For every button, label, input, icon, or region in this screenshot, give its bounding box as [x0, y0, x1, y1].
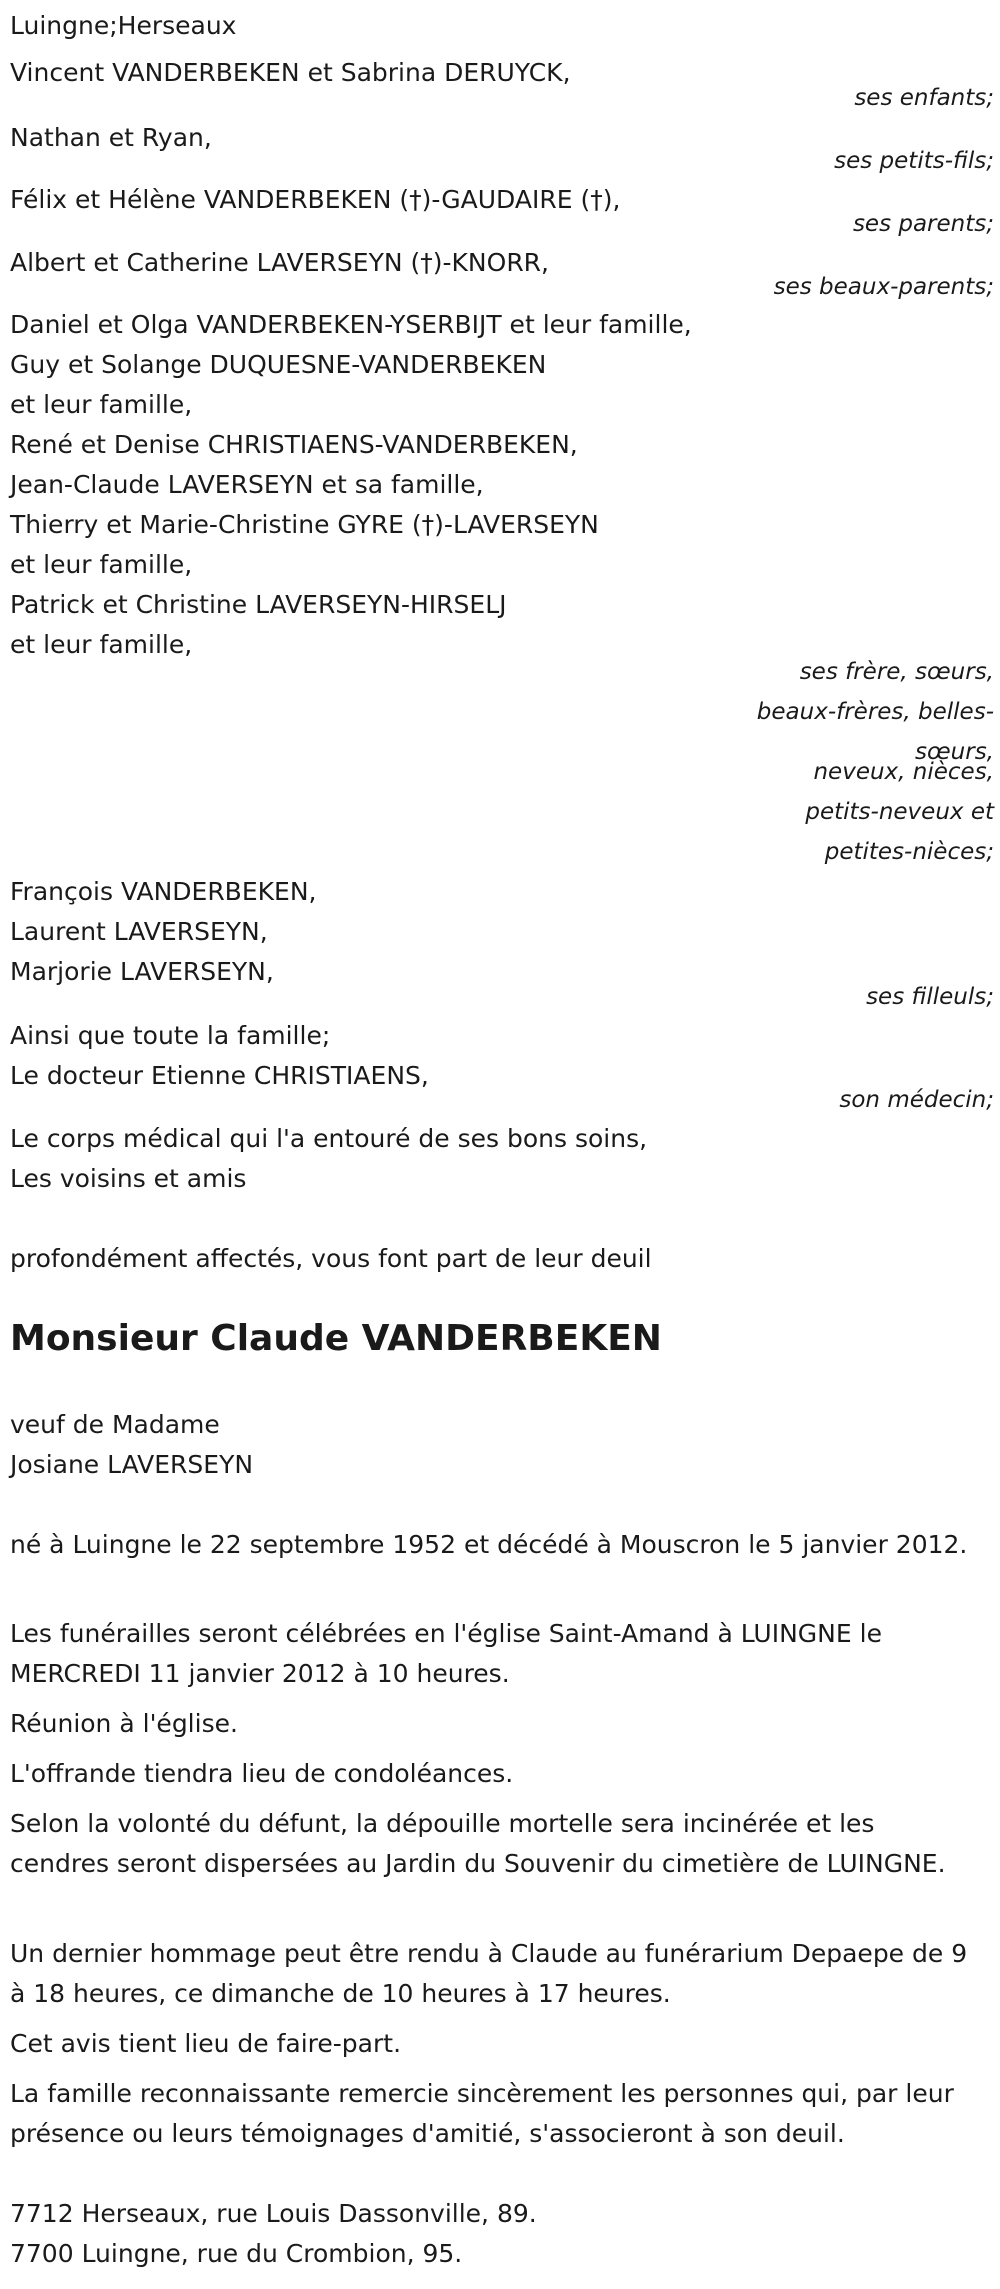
header-location: Luingne;Herseaux [10, 11, 237, 40]
sibling-line: Daniel et Olga VANDERBEKEN-YSERBIJT et leur famille, [10, 310, 692, 339]
widower-line: Josiane LAVERSEYN [10, 1450, 254, 1479]
grandchildren-role: ses petits-fils; [834, 148, 994, 174]
parents-role: ses parents; [852, 211, 994, 237]
children-line: Vincent VANDERBEKEN et Sabrina DERUYCK, [10, 58, 571, 87]
siblings-role-line: beaux-frères, belles- [756, 699, 994, 725]
doctor-line: Le docteur Etienne CHRISTIAENS, [10, 1061, 429, 1090]
sibling-line: René et Denise CHRISTIAENS-VANDERBEKEN, [10, 430, 578, 459]
tribute-paragraph: Un dernier hommage peut être rendu à Claude au funérarium Depaepe de 9 à 18 heures, ce dimanche de 10 heures à 17 heures. [10, 1939, 968, 2008]
birth-death-paragraph: né à Luingne le 22 septembre 1952 et décédé à Mouscron le 5 janvier 2012. [10, 1530, 968, 1559]
parents-in-law-role: ses beaux-parents; [773, 274, 994, 300]
deceased-name: Monsieur Claude VANDERBEKEN [10, 1318, 662, 1359]
godchild-line: François VANDERBEKEN, [10, 877, 317, 906]
address-line: 7712 Herseaux, rue Louis Dassonville, 89. [10, 2199, 537, 2228]
parents-in-law-line: Albert et Catherine LAVERSEYN (†)-KNORR, [10, 248, 550, 277]
godchild-line: Laurent LAVERSEYN, [10, 917, 268, 946]
siblings-role-line: ses frère, sœurs, [799, 659, 994, 685]
godchild-line: Marjorie LAVERSEYN, [10, 957, 274, 986]
children-role: ses enfants; [854, 85, 994, 111]
siblings-role-line: petits-neveux et [805, 799, 994, 825]
family-line: Ainsi que toute la famille; [10, 1021, 331, 1050]
siblings-role-line: neveux, nièces, [813, 759, 994, 785]
widower-line: veuf de Madame [10, 1410, 220, 1439]
sibling-line: Thierry et Marie-Christine GYRE (†)-LAVERSEYN [10, 510, 599, 539]
sibling-line: et leur famille, [10, 630, 193, 659]
cremation-paragraph: Selon la volonté du défunt, la dépouille mortelle sera incinérée et les cendres seront dispersées au Jardin du Souvenir du cimetière de LUINGNE. [10, 1809, 946, 1878]
thanks-paragraph: La famille reconnaissante remercie sincèrement les personnes qui, par leur présence ou leurs témoignages d'amitié, s'associeront à son deuil. [10, 2079, 954, 2148]
grandchildren-line: Nathan et Ryan, [10, 123, 212, 152]
sibling-line: et leur famille, [10, 390, 193, 419]
sibling-line: et leur famille, [10, 550, 193, 579]
notice-paragraph: Cet avis tient lieu de faire-part. [10, 2029, 402, 2058]
offering-paragraph: L'offrande tiendra lieu de condoléances. [10, 1759, 514, 1788]
siblings-role-line: petites-nièces; [824, 839, 994, 865]
parents-line: Félix et Hélène VANDERBEKEN (†)-GAUDAIRE (†), [10, 185, 621, 214]
meeting-paragraph: Réunion à l'église. [10, 1709, 238, 1738]
announcement-line: profondément affectés, vous font part de leur deuil [10, 1244, 652, 1273]
sibling-line: Guy et Solange DUQUESNE-VANDERBEKEN [10, 350, 547, 379]
doctor-role: son médecin; [839, 1087, 994, 1113]
medical-staff-line: Le corps médical qui l'a entouré de ses bons soins, [10, 1124, 648, 1153]
siblings-role-line: sœurs, [915, 739, 994, 765]
godchildren-role: ses filleuls; [866, 984, 994, 1010]
neighbours-line: Les voisins et amis [10, 1164, 247, 1193]
address-line: 7700 Luingne, rue du Crombion, 95. [10, 2239, 463, 2268]
sibling-line: Jean-Claude LAVERSEYN et sa famille, [10, 470, 484, 499]
sibling-line: Patrick et Christine LAVERSEYN-HIRSELJ [10, 590, 507, 619]
funeral-paragraph: Les funérailles seront célébrées en l'église Saint-Amand à LUINGNE le MERCREDI 11 janvier 2012 à 10 heures. [10, 1619, 882, 1688]
